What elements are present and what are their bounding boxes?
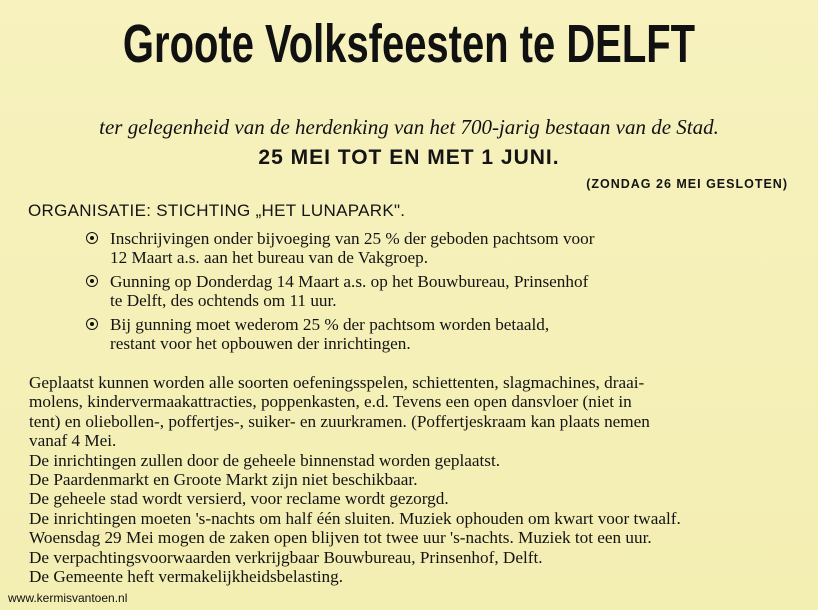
info-line: Woensdag 29 Mei mogen de zaken open blijven tot twee uur 's-nachts. Muziek tot een uur. bbox=[29, 528, 652, 548]
organisation-line: ORGANISATIE: STICHTING „HET LUNAPARK". bbox=[28, 201, 406, 220]
closed-note: (ZONDAG 26 MEI GESLOTEN) bbox=[586, 177, 788, 191]
bullet-line: te Delft, des ochtends om 11 uur. bbox=[110, 291, 337, 311]
bullet-line: Gunning op Donderdag 14 Maart a.s. op het Bouwbureau, Prinsenhof bbox=[110, 271, 589, 291]
event-dates: 25 MEI TOT EN MET 1 JUNI. bbox=[258, 146, 560, 169]
bullet-line: restant voor het opbouwen der inrichtingen. bbox=[110, 334, 411, 354]
paragraph-line: Geplaatst kunnen worden alle soorten oefeningsspelen, schiettenten, slagmachines, draai- bbox=[29, 373, 645, 392]
circle-dot-bullet-icon bbox=[86, 318, 98, 330]
bullet-item bbox=[86, 229, 766, 268]
bullet-item bbox=[86, 315, 766, 354]
circle-dot-bullet-icon bbox=[86, 232, 98, 244]
bullet-line: Inschrijvingen onder bijvoeging van 25 % der geboden pachtsom voor bbox=[110, 229, 595, 248]
info-line: De inrichtingen moeten 's-nachts om half één sluiten. Muziek ophouden om kwart voor twaalf. bbox=[29, 508, 681, 528]
info-line: De geheele stad wordt versierd, voor reclame wordt gezorgd. bbox=[29, 489, 449, 509]
circle-dot-bullet-icon bbox=[86, 275, 98, 287]
subtitle: ter gelegenheid van de herdenking van het 700-jarig bestaan van de Stad. bbox=[99, 115, 719, 139]
headline: Groote Volksfeesten te DELFT bbox=[122, 14, 696, 74]
info-line: De inrichtingen zullen door de geheele binnenstad worden geplaatst. bbox=[29, 450, 501, 470]
bullet-list bbox=[86, 229, 766, 357]
paragraph-line: vanaf 4 Mei. bbox=[29, 431, 117, 451]
info-line: De Paardenmarkt en Groote Markt zijn niet beschikbaar. bbox=[29, 470, 418, 490]
watermark: www.kermisvantoen.nl bbox=[8, 591, 128, 605]
paragraph-line: tent) en oliebollen-, poffertjes-, suiker- en zuurkramen. (Poffertjeskraam kan plaats nemen bbox=[29, 411, 650, 431]
bullet-line: Bij gunning moet wederom 25 % der pachtsom worden betaald, bbox=[110, 314, 550, 334]
info-line: De verpachtingsvoorwaarden verkrijgbaar Bouwbureau, Prinsenhof, Delft. bbox=[29, 547, 543, 567]
body-text bbox=[29, 373, 799, 586]
bullet-item bbox=[86, 272, 766, 311]
bullet-line: 12 Maart a.s. aan het bureau van de Vakgroep. bbox=[110, 248, 429, 268]
info-line: De Gemeente heft vermakelijkheidsbelasting. bbox=[29, 567, 344, 587]
paragraph-line: molens, kindervermaakattracties, poppenkasten, e.d. Tevens een open dansvloer (niet in bbox=[29, 392, 632, 412]
